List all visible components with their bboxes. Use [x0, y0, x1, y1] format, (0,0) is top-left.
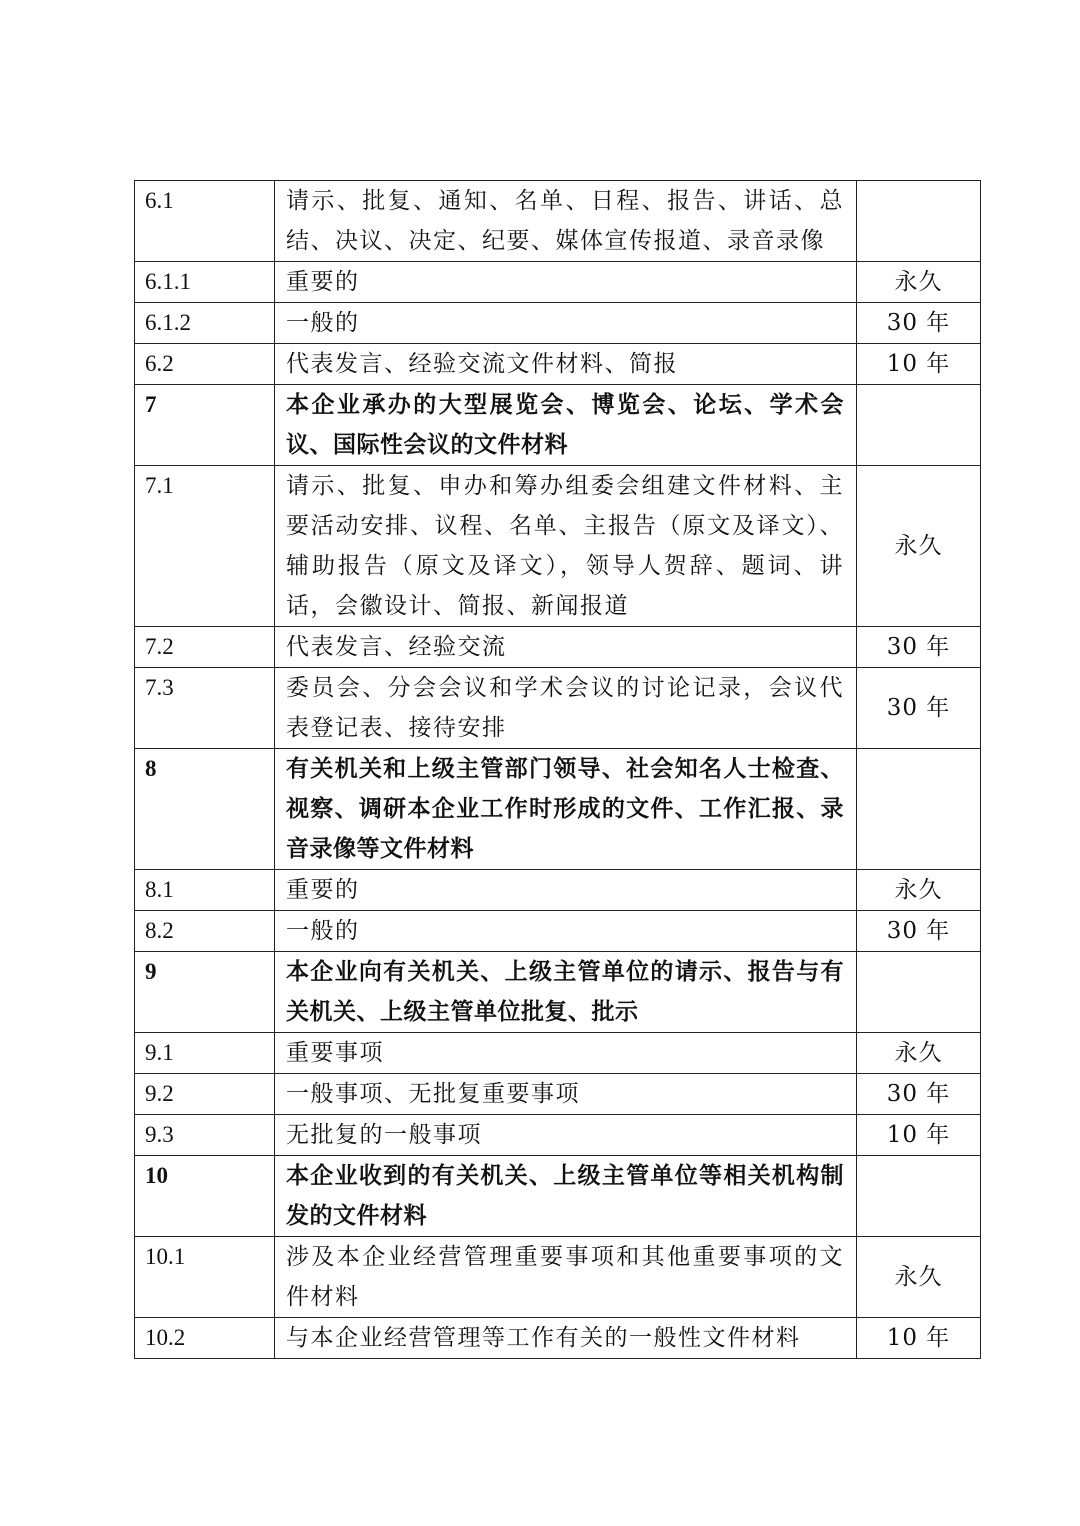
item-description-cell: 与本企业经营管理等工作有关的一般性文件材料 [275, 1318, 857, 1359]
retention-period-cell [857, 385, 981, 466]
item-code-cell: 10 [135, 1156, 275, 1237]
table-row [135, 870, 981, 911]
category-row [135, 385, 981, 466]
item-description-cell: 无批复的一般事项 [275, 1115, 857, 1156]
item-description-cell: 本企业收到的有关机关、上级主管单位等相关机构制发的文件材料 [275, 1156, 857, 1237]
item-description-cell: 重要的 [275, 870, 857, 911]
item-code-cell: 9.3 [135, 1115, 275, 1156]
category-row [135, 1156, 981, 1237]
item-description-cell: 重要事项 [275, 1033, 857, 1074]
category-row [135, 749, 981, 870]
item-code-cell: 8 [135, 749, 275, 870]
retention-period-cell: 10 年 [857, 1115, 981, 1156]
table-row [135, 1074, 981, 1115]
item-description-cell: 一般事项、无批复重要事项 [275, 1074, 857, 1115]
category-row [135, 952, 981, 1033]
item-code-cell: 6.1 [135, 181, 275, 262]
table-row [135, 1115, 981, 1156]
item-description-cell: 本企业向有关机关、上级主管单位的请示、报告与有关机关、上级主管单位批复、批示 [275, 952, 857, 1033]
item-description-cell: 本企业承办的大型展览会、博览会、论坛、学术会议、国际性会议的文件材料 [275, 385, 857, 466]
table-row [135, 466, 981, 627]
item-code-cell: 9.1 [135, 1033, 275, 1074]
table-row [135, 262, 981, 303]
item-code-cell: 10.1 [135, 1237, 275, 1318]
retention-period-cell: 永久 [857, 466, 981, 627]
table-row [135, 668, 981, 749]
item-code-cell: 10.2 [135, 1318, 275, 1359]
item-description-cell: 涉及本企业经营管理重要事项和其他重要事项的文件材料 [275, 1237, 857, 1318]
table-row [135, 627, 981, 668]
retention-period-cell: 永久 [857, 1237, 981, 1318]
item-code-cell: 9 [135, 952, 275, 1033]
retention-period-cell: 30 年 [857, 668, 981, 749]
item-code-cell: 7.1 [135, 466, 275, 627]
retention-period-cell: 永久 [857, 870, 981, 911]
item-description-cell: 有关机关和上级主管部门领导、社会知名人士检查、视察、调研本企业工作时形成的文件、工作汇报、录音录像等文件材料 [275, 749, 857, 870]
table-row [135, 181, 981, 262]
item-description-cell: 一般的 [275, 911, 857, 952]
item-description-cell: 代表发言、经验交流文件材料、简报 [275, 344, 857, 385]
retention-period-cell [857, 952, 981, 1033]
retention-period-cell: 30 年 [857, 627, 981, 668]
table-body [135, 181, 981, 1359]
table-row [135, 1237, 981, 1318]
table-row [135, 1033, 981, 1074]
item-description-cell: 一般的 [275, 303, 857, 344]
item-code-cell: 6.2 [135, 344, 275, 385]
retention-period-cell: 30 年 [857, 303, 981, 344]
retention-period-cell [857, 1156, 981, 1237]
retention-period-cell: 永久 [857, 1033, 981, 1074]
retention-period-cell [857, 181, 981, 262]
item-code-cell: 7.3 [135, 668, 275, 749]
retention-period-cell: 10 年 [857, 344, 981, 385]
table-row [135, 911, 981, 952]
item-description-cell: 代表发言、经验交流 [275, 627, 857, 668]
retention-period-table [134, 180, 981, 1359]
item-code-cell: 8.1 [135, 870, 275, 911]
item-code-cell: 6.1.1 [135, 262, 275, 303]
item-code-cell: 7.2 [135, 627, 275, 668]
table-row [135, 1318, 981, 1359]
retention-period-cell: 10 年 [857, 1318, 981, 1359]
retention-period-cell [857, 749, 981, 870]
item-description-cell: 请示、批复、通知、名单、日程、报告、讲话、总结、决议、决定、纪要、媒体宣传报道、录音录像 [275, 181, 857, 262]
item-description-cell: 重要的 [275, 262, 857, 303]
retention-period-cell: 永久 [857, 262, 981, 303]
retention-period-cell: 30 年 [857, 911, 981, 952]
table-row [135, 344, 981, 385]
item-code-cell: 9.2 [135, 1074, 275, 1115]
item-code-cell: 7 [135, 385, 275, 466]
table-row [135, 303, 981, 344]
item-description-cell: 请示、批复、申办和筹办组委会组建文件材料、主要活动安排、议程、名单、主报告（原文及译文）、辅助报告（原文及译文），领导人贺辞、题词、讲话，会徽设计、简报、新闻报道 [275, 466, 857, 627]
item-code-cell: 8.2 [135, 911, 275, 952]
retention-period-cell: 30 年 [857, 1074, 981, 1115]
item-description-cell: 委员会、分会会议和学术会议的讨论记录，会议代表登记表、接待安排 [275, 668, 857, 749]
item-code-cell: 6.1.2 [135, 303, 275, 344]
